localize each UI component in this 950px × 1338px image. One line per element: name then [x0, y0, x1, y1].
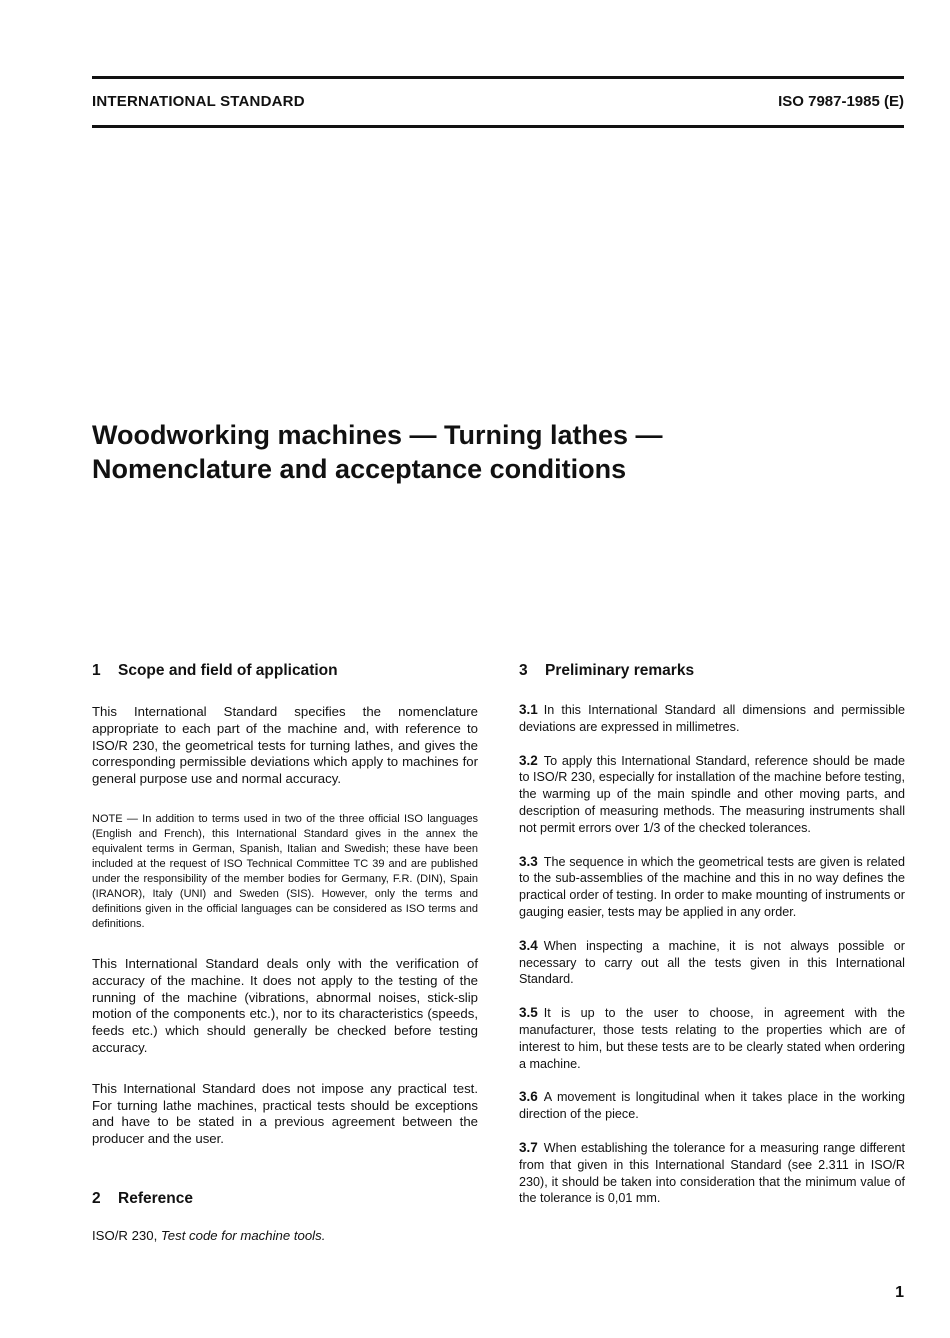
- section-title: Preliminary remarks: [545, 662, 695, 679]
- right-column: [519, 662, 905, 1207]
- scope-paragraph-2: This International Standard deals only with the verification of accuracy of the machine. It does not apply to the testing of the running of the machine (vibrations, abnormal noises, stick-slip motion of the components etc.), nor to its characteristics (speeds, feeds etc.) which should generally be checked before testing accuracy.: [92, 955, 478, 1055]
- clause-text: When inspecting a machine, it is not always possible or necessary to carry out all the tests given in this International Standard.: [519, 938, 905, 987]
- section-2-heading: [92, 1190, 478, 1208]
- clause-number: 3.2: [519, 752, 538, 768]
- left-column: [92, 662, 478, 1245]
- document-title-line-2: Nomenclature and acceptance conditions: [92, 454, 627, 484]
- standard-number-label: ISO 7987-1985 (E): [778, 93, 904, 110]
- clause-3-3: [519, 854, 905, 921]
- clause-number: 3.3: [519, 853, 538, 869]
- clause-text: A movement is longitudinal when it takes place in the working direction of the piece.: [519, 1090, 905, 1122]
- scope-paragraph-3: This International Standard does not impose any practical test. For turning lathe machines, practical tests should be exceptions and have to be stated in a previous agreement between the producer and the user.: [92, 1080, 478, 1147]
- clause-number: 3.6: [519, 1089, 538, 1105]
- section-3-heading: [519, 662, 905, 680]
- section-number: 3: [519, 662, 528, 679]
- clause-text: When establishing the tolerance for a measuring range different from that given in this International Standard (see 2.311 in ISO/R 230), it should be taken into consideration that the minimum value of the tolerance is 0,01 mm.: [519, 1140, 905, 1206]
- clause-text: To apply this International Standard, reference should be made to ISO/R 230, especially for installation of the machine before testing, the warming up of the main spindle and other moving parts, and description of measuring methods. The measuring instruments shall not permit errors over 1/3 of the checked tolerances.: [519, 753, 905, 835]
- clause-number: 3.1: [519, 702, 538, 717]
- clause-3-6: [519, 1089, 905, 1123]
- page-number: 1: [895, 1284, 904, 1301]
- clause-3-7: [519, 1140, 905, 1207]
- clause-3-5: [519, 1005, 905, 1072]
- clause-number: 3.5: [519, 1005, 538, 1021]
- header-bottom-rule: [92, 125, 904, 128]
- reference-code: ISO/R 230,: [92, 1227, 158, 1243]
- reference-title: Test code for machine tools.: [160, 1227, 326, 1243]
- document-title: [92, 418, 904, 486]
- scope-note: NOTE — In addition to terms used in two of the three official ISO languages (English and French), this International Standard gives in the annex the equivalent terms in German, Spanish, Italian and Swedish; these have been included at the request of ISO Technical Committee TC 39 and are published under the responsibility of the member bodies for Germany, F.R. (DIN), Spain (IRANOR), Italy (UNI) and Sweden (SIS). However, only the terms and definitions given in the official languages can be considered as ISO terms and definitions.: [92, 812, 478, 930]
- document-type-label: INTERNATIONAL STANDARD: [92, 93, 305, 110]
- clause-3-4: [519, 938, 905, 988]
- scope-paragraph-1: This International Standard specifies the nomenclature appropriate to each part of the machine and, with reference to ISO/R 230, the geometrical tests for turning lathes, and gives the corresponding permissible deviations which apply to machines for general purpose use and normal accuracy.: [92, 704, 478, 787]
- section-number: 2: [92, 1189, 101, 1207]
- section-1-heading: [92, 662, 478, 680]
- clause-text: In this International Standard all dimensions and permissible deviations are expressed in millimetres.: [519, 703, 905, 734]
- reference-entry: [92, 1228, 478, 1245]
- section-number: 1: [92, 662, 101, 679]
- clause-3-2: [519, 753, 905, 837]
- header-top-rule: [92, 76, 904, 79]
- clause-number: 3.4: [519, 937, 538, 953]
- clause-3-1: [519, 702, 905, 736]
- clause-text: It is up to the user to choose, in agreement with the manufacturer, those tests relating to the properties which are of interest to him, but these tests are to be clearly stated when ordering a machine.: [519, 1006, 905, 1071]
- document-title-line-1: Woodworking machines — Turning lathes —: [92, 420, 663, 450]
- clause-text: The sequence in which the geometrical tests are given is related to the sub-assemblies of the machine and this in no way defines the practical order of testing. In order to make mounting of instruments or gauging easier, tests may be applied in any order.: [519, 854, 905, 919]
- section-title: Scope and field of application: [118, 662, 338, 679]
- clause-number: 3.7: [519, 1139, 538, 1155]
- section-title: Reference: [118, 1189, 193, 1207]
